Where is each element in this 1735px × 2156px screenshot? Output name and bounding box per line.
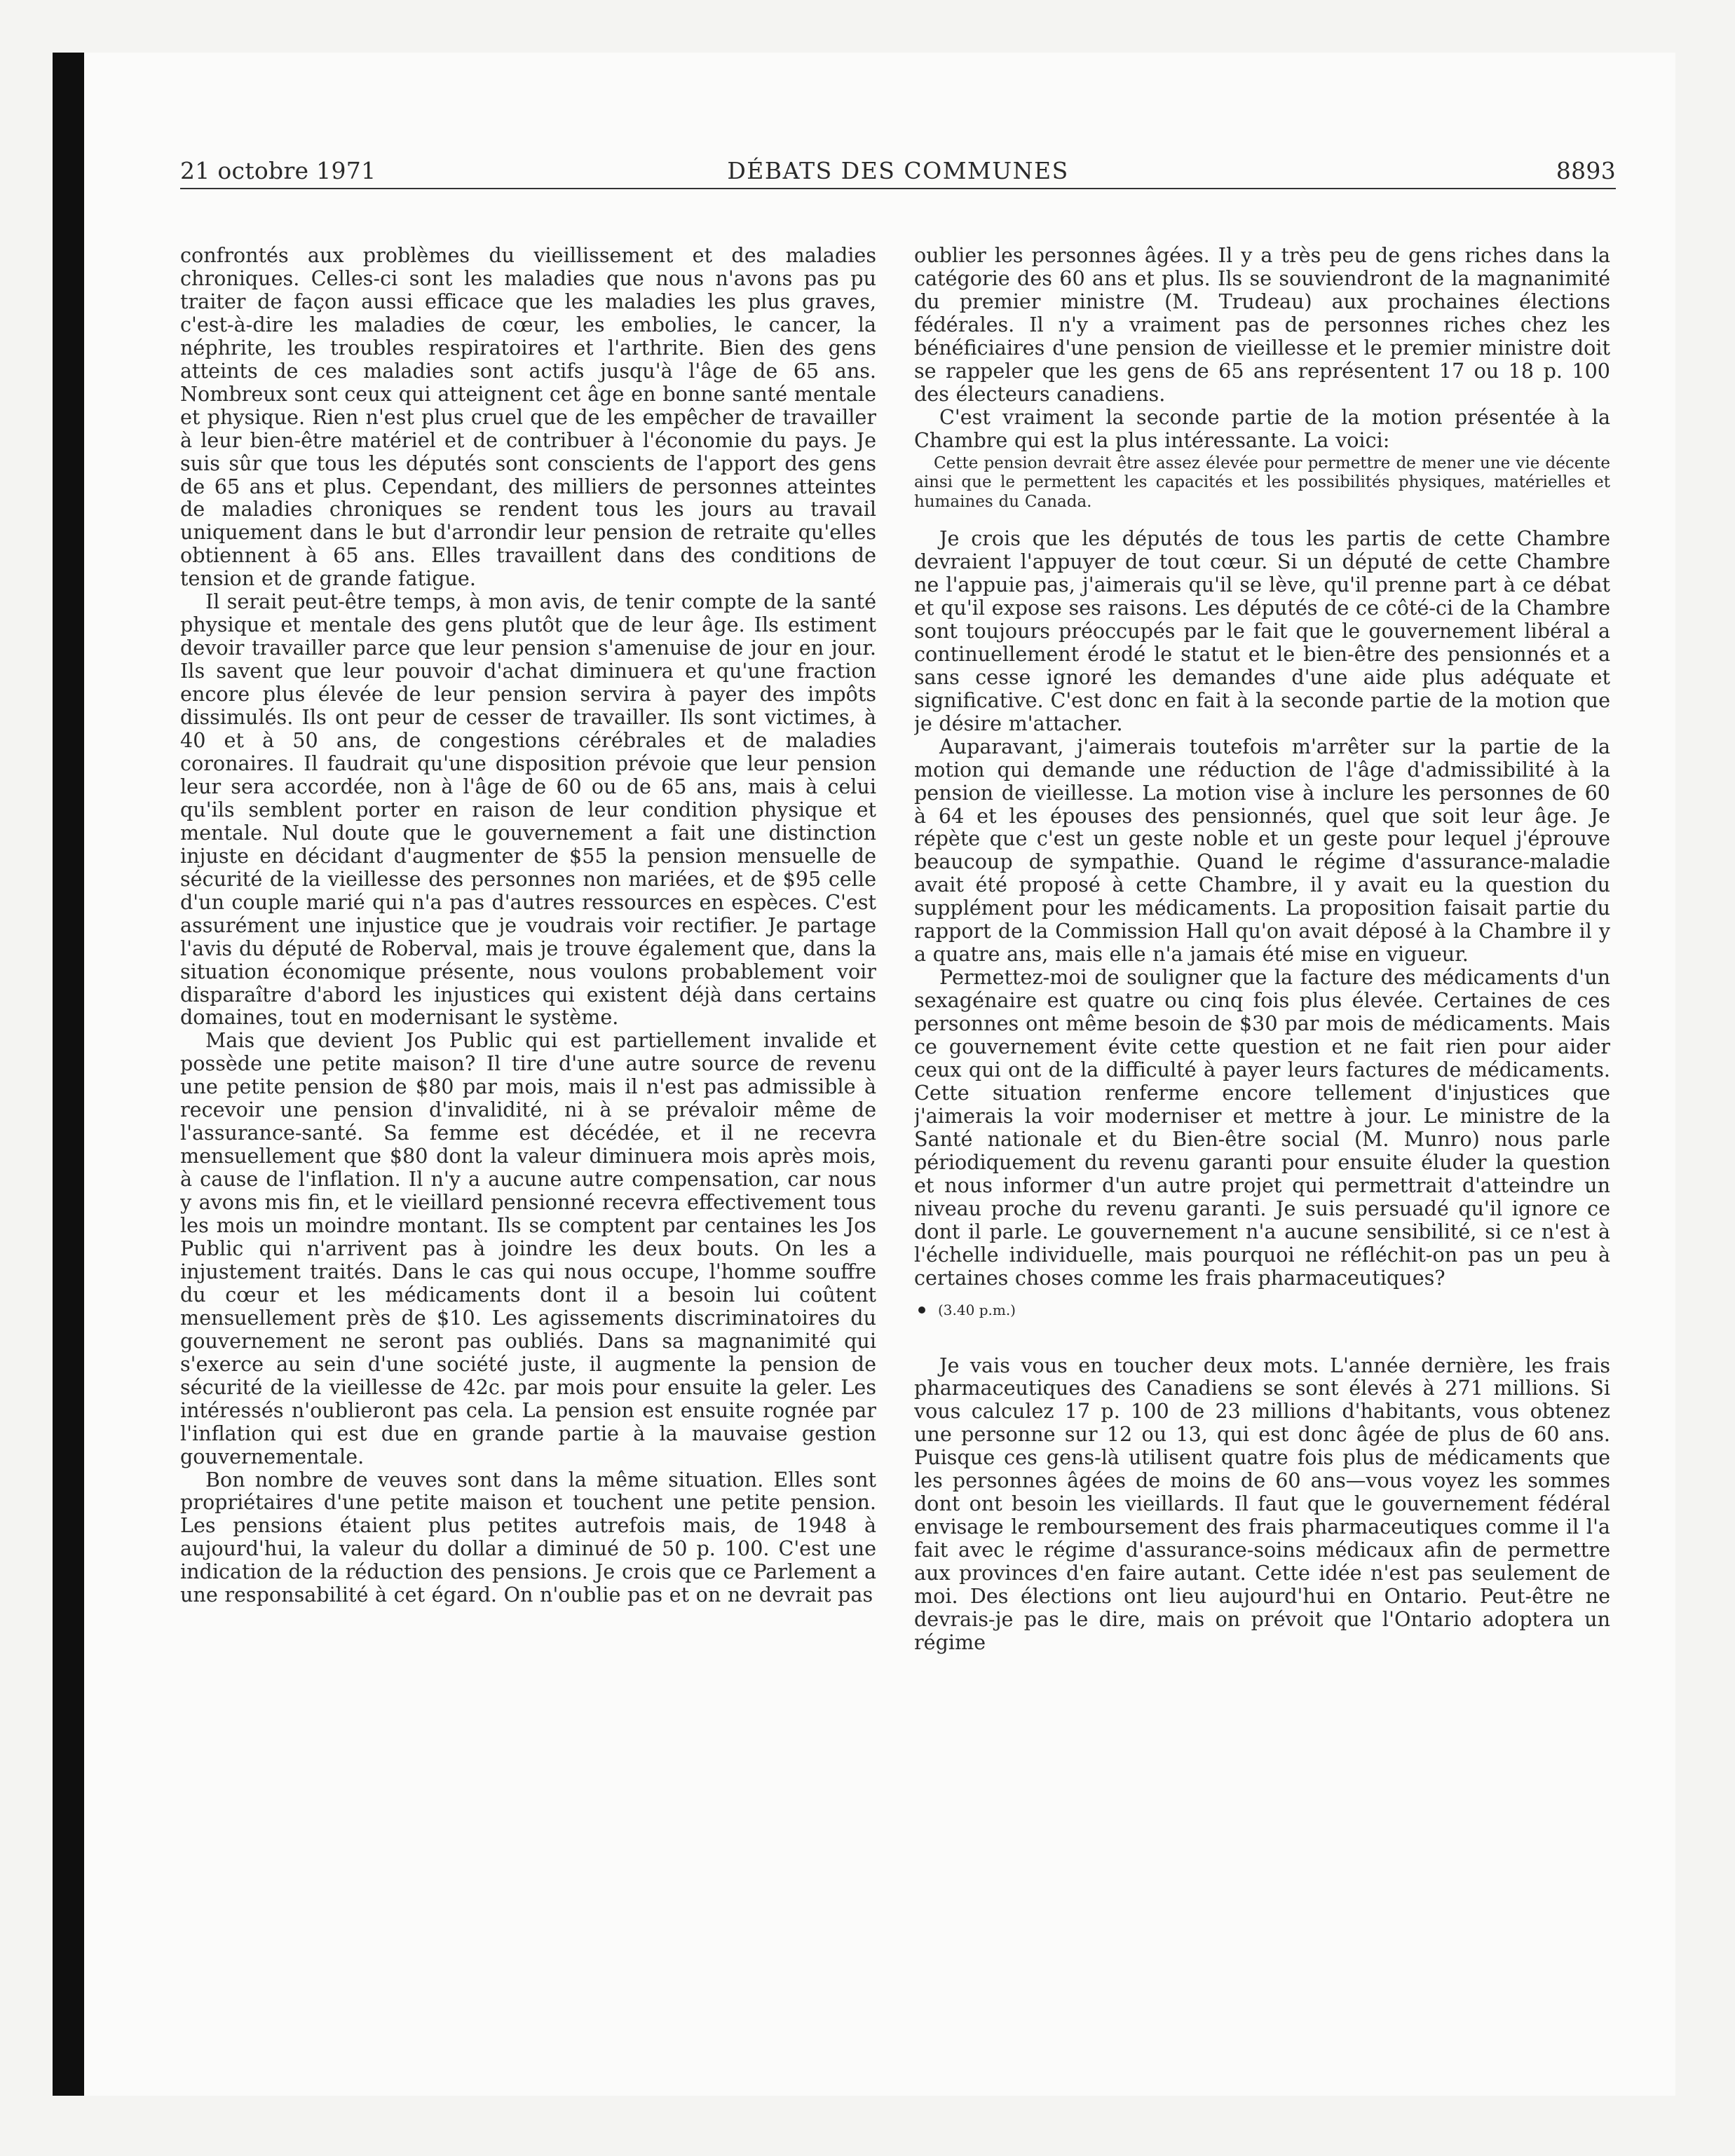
running-header [180,156,1616,189]
paragraph: oublier les personnes âgées. Il y a très peu de gens riches dans la catégorie des 60 ans et plus. Ils se souviendront de la magnanimité du premier ministre (M. Trudeau) aux prochaines élections fédérales. Il n'y a vraiment pas de personnes riches chez les bénéficiaires d'une pension de vieillesse et le premier ministre doit se rappeler que les gens de 65 ans représentent 17 ou 18 p. 100 des électeurs canadiens. [914,244,1610,406]
paragraph: Il serait peut-être temps, à mon avis, de tenir compte de la santé physique et mentale des gens plutôt que de leur âge. Ils estiment devoir travailler parce que leur pension s'amenuise de jour en jour. Ils savent que leur pouvoir d'achat diminuera et qu'une fraction encore plus élevée de leur pension servira à payer des impôts dissimulés. Ils ont peur de cesser de travailler. Ils sont victimes, à 40 et à 50 ans, de congestions cérébrales et de maladies coronaires. Il faudrait qu'une disposition prévoie que leur pension leur sera accordée, non à l'âge de 60 ou de 65 ans, mais à celui qu'ils semblent porter en raison de leur condition physique et mentale. Nul doute que le gouvernement a fait une distinction injuste en décidant d'augmenter de $55 la pension mensuelle de sécurité de la vieillesse des personnes non mariées, et de $95 celle d'un couple marié qui n'a pas d'autres ressources en espèces. C'est assurément une injustice que je voudrais voir rectifier. Je partage l'avis du député de Roberval, mais je trouve également que, dans la situation économique présente, nous voulons probablement voir disparaître d'abord les injustices qui existent déjà dans certains domaines, tout en modernisant le système. [180,589,876,1030]
paragraph: Auparavant, j'aimerais toutefois m'arrêter sur la partie de la motion qui demande une réduction de l'âge d'admissibilité à la pension de vieillesse. La motion vise à inclure les personnes de 60 à 64 et les épouses des pensionnés, quel que soit leur âge. Je répète que c'est un geste noble et un geste pour lequel j'éprouve beaucoup de sympathie. Quand le régime d'assurance-maladie avait été proposé à cette Chambre, il y avait eu la question du supplément pour les médicaments. La proposition faisait partie du rapport de la Commission Hall qu'on avait déposé à la Chambre il y a quatre ans, mais elle n'a jamais été mise en vigueur. [914,734,1610,967]
paragraph: Bon nombre de veuves sont dans la même situation. Elles sont propriétaires d'une petite maison et touchent une petite pension. Les pensions étaient plus petites autrefois mais, de 1948 à aujourd'hui, la valeur du dollar a diminué de 50 p. 100. C'est une indication de la réduction des pensions. Je crois que ce Parlement a une responsabilité à cet égard. On n'oublie pas et on ne devrait pas [180,1467,876,1607]
paragraph: Permettez-moi de souligner que la facture des médicaments d'un sexagénaire est quatre ou cinq fois plus élevée. Certaines de ces personnes ont même besoin de $30 par mois de médicaments. Mais ce gouvernement évite cette question et ne fait rien pour aider ceux qui ont de la difficulté à payer leurs factures de médicaments. Cette situation renferme encore tellement d'injustices que j'aimerais la voir moderniser et mettre à jour. Le ministre de la Santé nationale et du Bien-être social (M. Munro) nous parle périodiquement du revenu garanti pour ensuite éluder la question et nous informer d'un autre projet qui permettrait d'atteindre un niveau proche du revenu garanti. Je suis persuadé qu'il ignore ce dont il parle. Le gouvernement n'a aucune sensibilité, si ce n'est à l'échelle individuelle, mais pourquoi ne réfléchit-on pas un peu à certaines choses comme les frais pharmaceutiques? [914,965,1610,1290]
page-number: 8893 [1556,157,1616,184]
left-column [180,244,876,2066]
paragraph: Mais que devient Jos Public qui est partiellement invalide et possède une petite maison? Il tire d'une autre source de revenu une petite pension de $80 par mois, mais il n'est pas admissible à recevoir une pension d'invalidité, ni à se prévaloir même de l'assurance-santé. Sa femme est décédée, et il ne recevra mensuellement que $80 dont la valeur diminuera mois après mois, à cause de l'inflation. Il n'y a aucune autre compensation, car nous y avons mis fin, et le vieillard pensionné recevra effectivement tous les mois un moindre montant. Ils se comptent par centaines les Jos Public qui n'arrivent pas à joindre les deux bouts. On les a injustement traités. Dans le cas qui nous occupe, l'homme souffre du cœur et les médicaments dont il a besoin lui coûtent mensuellement près de $10. Les agissements discriminatoires du gouvernement ne seront pas oubliés. Dans sa magnanimité qui s'exerce au sein d'une société juste, il augmente la pension de sécurité de la vieillesse de 42c. par mois pour ensuite la geler. Les intéressés n'oublieront pas cela. La pension est ensuite rognée par l'inflation qui est due en grande partie à la mauvaise gestion gouvernementale. [180,1028,876,1468]
right-column [914,244,1610,2066]
bullet-icon [918,1306,925,1314]
scan-edge [53,53,84,2096]
time-marker [914,1299,1610,1321]
header-date: 21 octobre 1971 [180,157,376,184]
header-title: DÉBATS DES COMMUNES [727,157,1069,184]
paragraph: Je crois que les députés de tous les partis de cette Chambre devraient l'appuyer de tout cœur. Si un député de cette Chambre ne l'appuie pas, j'aimerais qu'il se lève, qu'il prenne part à ce débat et qu'il expose ses raisons. Les députés de ce côté-ci de la Chambre sont toujours préoccupés par le fait que le gouvernement libéral a continuellement érodé le statut et le bien-être des pensionnés et a sans cesse ignoré les demandes d'une aide plus adéquate et significative. C'est donc en fait à la seconde partie de la motion que je désire m'attacher. [914,526,1610,735]
paragraph: C'est vraiment la seconde partie de la motion présentée à la Chambre qui est la plus intéressante. La voici: [914,404,1610,452]
paragraph: Je vais vous en toucher deux mots. L'année dernière, les frais pharmaceutiques des Canadiens se sont élevés à 271 millions. Si vous calculez 17 p. 100 de 23 millions d'habitants, vous obtenez une personne sur 12 ou 13, qui est donc âgée de plus de 60 ans. Puisque ces gens-là utilisent quatre fois plus de médicaments que les personnes âgées de moins de 60 ans—vous voyez les sommes dont ont besoin les vieillards. Il faut que le gouvernement fédéral envisage le remboursement des frais pharmaceutiques comme il l'a fait avec le régime d'assurance-soins médicaux afin de permettre aux provinces d'en faire autant. Cette idée n'est pas seulement de moi. Des élections ont lieu aujourd'hui en Ontario. Peut-être ne devrais-je pas le dire, mais on prévoit que l'Ontario adoptera un régime [914,1353,1610,1654]
paragraph: confrontés aux problèmes du vieillissement et des maladies chroniques. Celles-ci sont les maladies que nous n'avons pas pu traiter de façon aussi efficace que les maladies les plus graves, c'est-à-dire les maladies de cœur, les embolies, le cancer, la néphrite, les troubles respiratoires et l'arthrite. Bien des gens atteints de ces maladies sont actifs jusqu'à l'âge de 65 ans. Nombreux sont ceux qui atteignent cet âge en bonne santé mentale et physique. Rien n'est plus cruel que de les empêcher de travailler à leur bien-être matériel et de contribuer à l'économie du pays. Je suis sûr que tous les députés sont conscients de l'apport des gens de 65 ans et plus. Cependant, des milliers de personnes atteintes de maladies chroniques se rendent tous les jours au travail uniquement dans le but d'arrondir leur pension de retraite qu'elles obtiennent à 65 ans. Elles travaillent dans des conditions de tension et de grande fatigue. [180,244,876,591]
time-marker-label: (3.40 p.m.) [938,1301,1016,1318]
motion-quote: Cette pension devrait être assez élevée pour permettre de mener une vie décente ainsi que le permettent les capacités et les possibilités physiques, matérielles et humaines du Canada. [914,453,1610,511]
